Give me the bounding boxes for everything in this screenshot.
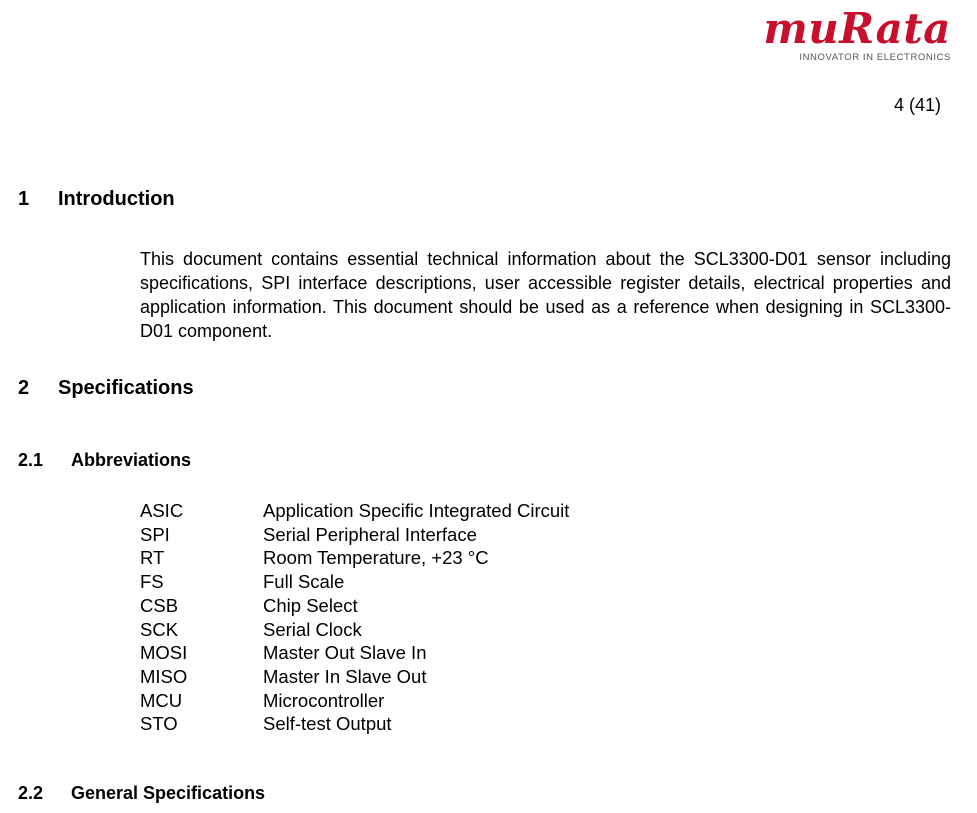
- abbreviation-definition: Application Specific Integrated Circuit: [263, 500, 570, 521]
- heading-title: General Specifications: [71, 783, 266, 803]
- heading-general-specifications: [18, 783, 265, 804]
- abbreviation-term: FS: [140, 571, 164, 593]
- abbreviation-row: [140, 665, 569, 689]
- abbreviation-row: [140, 499, 569, 523]
- heading-introduction: [18, 188, 175, 211]
- abbreviation-definition: Serial Peripheral Interface: [263, 523, 477, 545]
- abbreviation-definition: Room Temperature, +23 °C: [263, 547, 489, 569]
- heading-title: Abbreviations: [71, 450, 192, 470]
- abbreviation-row: [140, 712, 569, 736]
- abbreviation-row: [140, 618, 569, 642]
- heading-title: Introduction: [58, 188, 175, 210]
- abbreviation-row: [140, 689, 569, 713]
- abbreviation-term: ASIC: [140, 500, 184, 521]
- abbreviation-term: SPI: [140, 523, 170, 545]
- heading-number: 2.2: [18, 783, 44, 803]
- abbreviation-definition: Serial Clock: [263, 618, 362, 640]
- abbreviation-term: SCK: [140, 618, 179, 640]
- heading-title: Specifications: [58, 377, 194, 399]
- heading-specifications: [18, 377, 194, 400]
- heading-number: 2.1: [18, 450, 44, 470]
- logo-wordmark: muRata: [763, 4, 951, 53]
- abbreviation-row: [140, 523, 569, 547]
- page-number: 4 (41): [893, 95, 941, 115]
- abbreviation-term: CSB: [140, 594, 179, 616]
- abbreviation-definition: Full Scale: [263, 571, 345, 593]
- abbreviation-term: MCU: [140, 689, 183, 711]
- abbreviation-row: [140, 546, 569, 570]
- company-logo: [763, 6, 951, 63]
- abbreviation-term: MISO: [140, 665, 188, 687]
- abbreviation-term: MOSI: [140, 642, 188, 664]
- heading-number: 1: [18, 188, 30, 210]
- abbreviation-definition: Microcontroller: [263, 689, 385, 711]
- logo-tagline: INNOVATOR IN ELECTRONICS: [799, 52, 951, 63]
- heading-abbreviations: [18, 450, 191, 471]
- abbreviation-definition: Master In Slave Out: [263, 665, 427, 687]
- abbreviation-list: [140, 499, 569, 736]
- abbreviation-term: STO: [140, 713, 178, 735]
- abbreviation-row: [140, 594, 569, 618]
- intro-paragraph: This document contains essential technical information about the SCL3300-D01 sensor including specifications, SPI interface descriptions, user accessible register details, electrical properties and application information. This document should be used as a reference when designing in SCL3300-D01 component.: [140, 249, 951, 341]
- abbreviation-definition: Master Out Slave In: [263, 642, 427, 664]
- abbreviation-term: RT: [140, 547, 165, 569]
- abbreviation-row: [140, 641, 569, 665]
- heading-number: 2: [18, 377, 30, 399]
- abbreviation-definition: Self-test Output: [263, 713, 392, 735]
- abbreviation-row: [140, 570, 569, 594]
- abbreviation-definition: Chip Select: [263, 594, 358, 616]
